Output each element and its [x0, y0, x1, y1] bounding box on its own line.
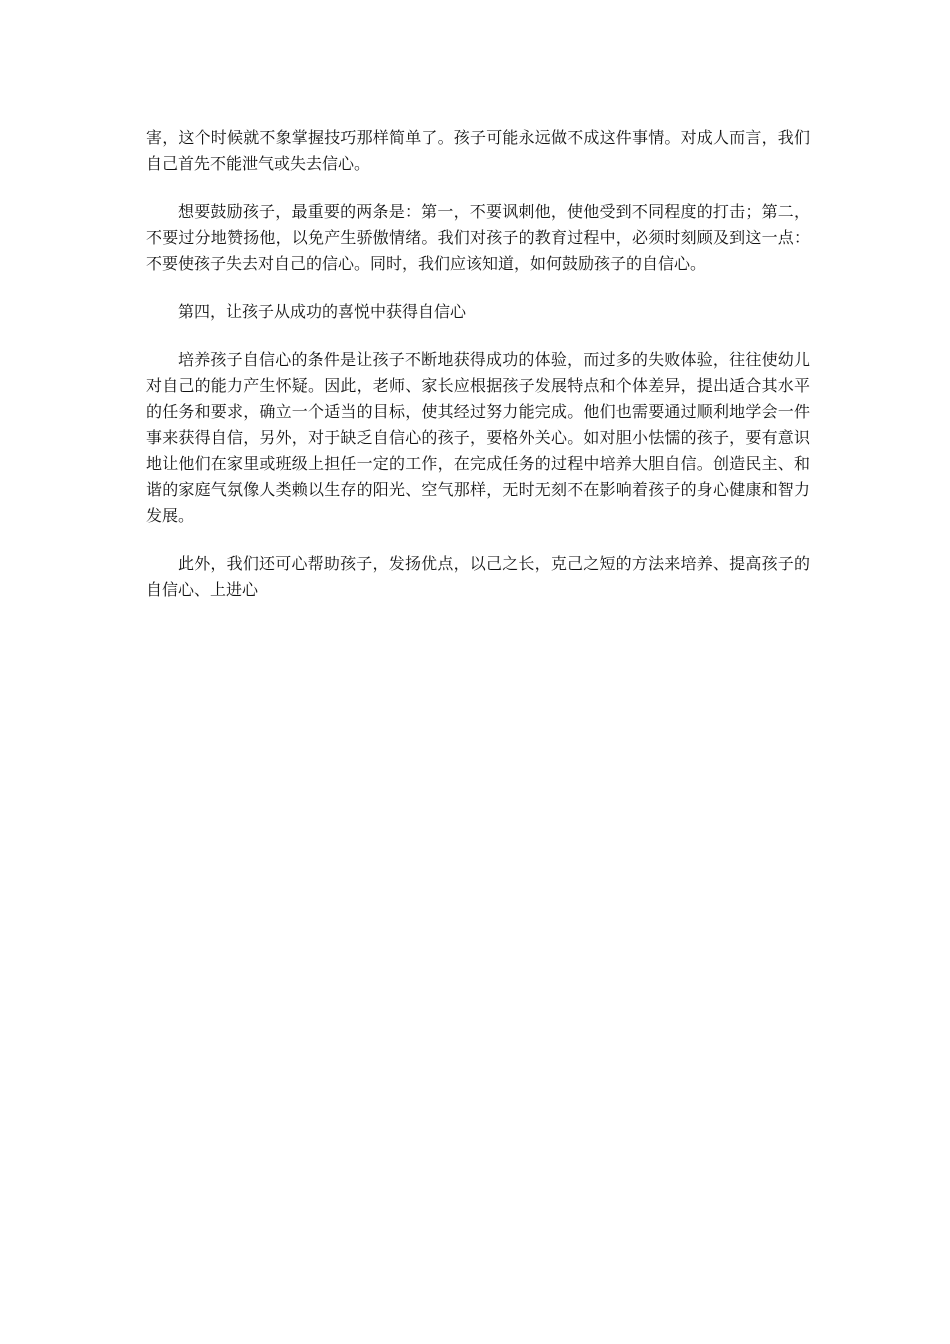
paragraph-encourage-child: 想要鼓励孩子，最重要的两条是：第一，不要讽刺他，使他受到不同程度的打击；第二，不要过分地赞扬他，以免产生骄傲情绪。我们对孩子的教育过程中，必须时刻顾及到这一点：不要使孩子失去对自己的信心。同时，我们应该知道，如何鼓励孩子的自信心。	[146, 202, 810, 273]
paragraph-success-experience: 培养孩子自信心的条件是让孩子不断地获得成功的体验，而过多的失败体验，往往使幼儿对自己的能力产生怀疑。因此，老师、家长应根据孩子发展特点和个体差异，提出适合其水平的任务和要求，确立一个适当的目标，使其经过努力能完成。他们也需要通过顺利地学会一件事来获得自信，另外，对于缺乏自信心的孩子，要格外关心。如对胆小怯懦的孩子，要有意识地让他们在家里或班级上担任一定的工作，在完成任务的过程中培养大胆自信。创造民主、和谐的家庭气氛像人类赖以生存的阳光、空气那样，无时无刻不在影响着孩子的身心健康和智力发展。	[146, 350, 810, 525]
document-page	[146, 125, 810, 625]
paragraph-strengths: 此外，我们还可心帮助孩子，发扬优点，以己之长，克己之短的方法来培养、提高孩子的自信心、上进心	[146, 554, 810, 599]
section-heading-fourth: 第四，让孩子从成功的喜悦中获得自信心	[178, 302, 467, 321]
paragraph-continuation: 害，这个时候就不象掌握技巧那样简单了。孩子可能永远做不成这件事情。对成人而言，我们自己首先不能泄气或失去信心。	[146, 128, 810, 173]
